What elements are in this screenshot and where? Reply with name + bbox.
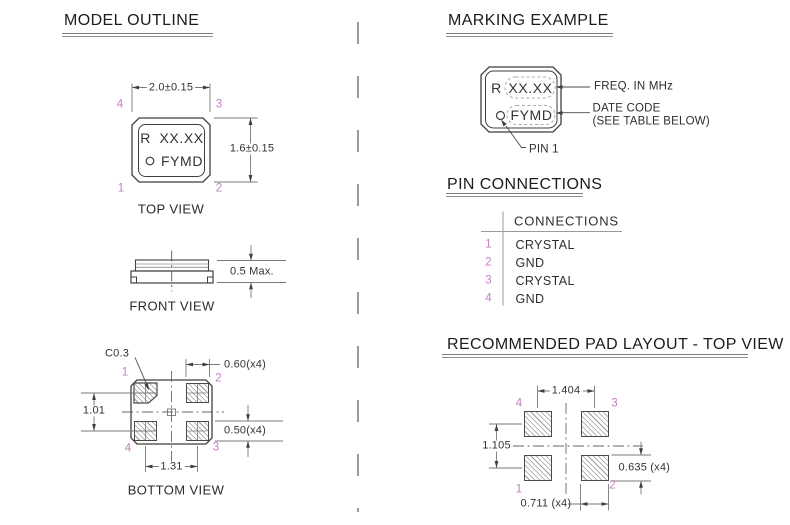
pad-layout-pad-width-dim: 0.711 (x4) [520,497,572,510]
marking-pin1-dot-icon [497,112,505,120]
model-outline-heading: MODEL OUTLINE [64,12,200,29]
pad-layout-heading: RECOMMENDED PAD LAYOUT - TOP VIEW [447,336,784,353]
pad-layout-pin-label-2: 2 [609,479,616,492]
pin-connections-heading-underline [446,193,583,198]
table-row-3-connection: CRYSTAL [515,273,575,288]
top-view-pin-label-2: 2 [215,181,223,194]
pad-layout-pin-label-1: 1 [515,482,523,495]
marking-pin1-label: PIN 1 [529,143,559,156]
connections-column-header: CONNECTIONS [514,213,619,229]
pad-layout-pin-label-4: 4 [515,397,523,410]
top-view-pin-label-3: 3 [215,97,223,110]
top-view-pin-label-4: 4 [116,97,124,110]
pad-layout-drawing [489,386,651,511]
marking-example-heading: MARKING EXAMPLE [448,12,609,29]
bottom-view-drawing [81,358,283,473]
pad-layout-heading-underline [442,354,748,359]
table-row-4-pin: 4 [485,291,492,304]
pad-layout-centerlines [513,403,643,494]
marking-example-heading-underline [446,33,613,38]
top-view-marking-line1: R XX.XX [140,129,204,146]
front-view-left-castellation [131,277,137,283]
bottom-view-dim-lines [81,358,283,473]
table-row-2-pin: 2 [485,255,492,268]
bottom-view-pin-label-3: 3 [212,441,220,454]
top-view-label: TOP VIEW [137,201,205,217]
front-view-label: FRONT VIEW [129,298,215,313]
table-row-4-connection: GND [515,291,545,306]
bottom-view-label: BOTTOM VIEW [127,482,225,498]
table-row-3-pin: 3 [485,273,492,286]
front-view-right-castellation [208,277,214,283]
pad-layout-row-pitch-dim: 1.105 [482,439,511,452]
bottom-view-pin-label-1: 1 [121,366,129,379]
marking-freq-value: XX.XX [508,79,553,96]
pad-layout-col-pitch-dim: 1.404 [551,384,581,397]
bottom-view-pin-label-4: 4 [124,441,132,454]
table-row-2-connection: GND [515,255,545,270]
top-view-marking-line2: FYMD [160,153,204,169]
bottom-view-pad-width-dim: 0.60(x4) [224,358,266,370]
pad-layout-dim-lines [489,386,651,511]
marking-callout-freq: FREQ. IN MHz [594,80,674,93]
table-row-1-pin: 1 [485,237,492,250]
bottom-view-pin-label-2: 2 [215,371,222,384]
marking-callout-date-line1: DATE CODE [592,101,661,114]
model-outline-heading-underline [62,33,213,38]
bottom-view-pad-height-dim: 0.50(x4) [224,424,266,437]
table-row-1-connection: CRYSTAL [515,237,575,252]
bottom-view-col-pitch-dim: 1.31 [160,460,183,472]
top-view-pin1-dot-icon [146,157,154,165]
marking-callout-date-line2: (SEE TABLE BELOW) [592,115,710,128]
top-view-package-outline [132,118,210,182]
bottom-view-chamfer-note: C0.3 [105,347,130,360]
marking-date-value: FYMD [510,107,553,123]
top-view-pin-label-1: 1 [117,181,125,194]
bottom-view-centerlines [122,371,224,468]
pad-layout-pad-height-dim: 0.635 (x4) [618,461,671,474]
marking-prefix: R [491,79,502,96]
pin-connections-heading: PIN CONNECTIONS [447,176,603,193]
pad-layout-pin-label-3: 3 [611,397,618,410]
top-view-width-dim: 2.0±0.15 [148,81,194,93]
top-view-height-dim: 1.6±0.15 [229,142,275,155]
front-view-height-dim: 0.5 Max. [230,265,274,277]
bottom-view-row-pitch-dim: 1.01 [82,404,106,416]
